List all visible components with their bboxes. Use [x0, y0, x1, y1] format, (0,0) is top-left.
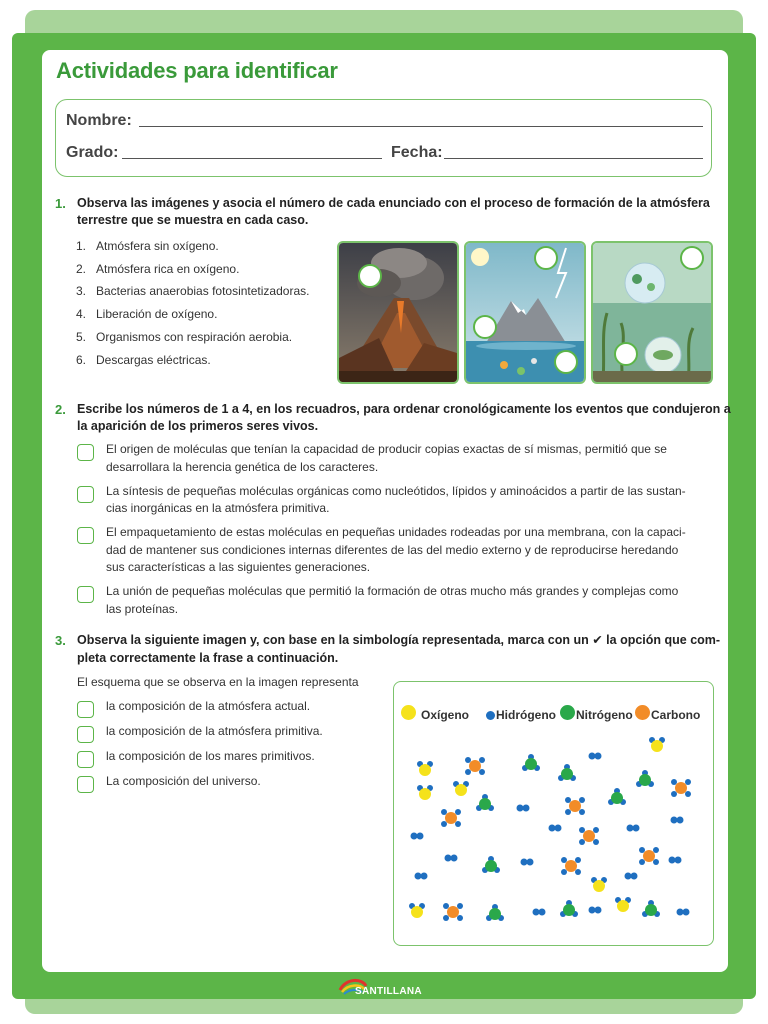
hydrogen-atom [523, 805, 530, 812]
statement-item: 5. Organismos con respiración aerobia. [76, 329, 293, 344]
hydrogen-atom [565, 797, 571, 803]
question-1-line-2: terrestre que se muestra en cada caso. [77, 213, 309, 227]
oxygen-atom [411, 906, 423, 918]
option-checkbox-1[interactable] [77, 701, 94, 718]
statement-item: 2. Atmósfera rica en oxígeno. [76, 261, 240, 276]
hydrogen-atom [479, 769, 485, 775]
hydrogen-atom [575, 857, 581, 863]
santillana-brand: SANTILLANA [355, 986, 422, 997]
oxygen-legend-icon [401, 705, 416, 720]
carbon-atom [569, 800, 581, 812]
hydrogen-atom [455, 809, 461, 815]
hydrogen-atom [575, 869, 581, 875]
carbon-legend-icon [635, 705, 650, 720]
hydrogen-legend-icon [486, 711, 495, 720]
hydrogen-atom [465, 757, 471, 763]
event-3-line-1: El empaquetamiento de estas moléculas en pequeñas unidades rodeadas por una membrana, con la capaci- [106, 525, 686, 539]
question-3-line-2: pleta correctamente la frase a continuación. [77, 651, 339, 665]
hydrogen-atom [521, 859, 528, 866]
option-checkbox-2[interactable] [77, 726, 94, 743]
nitrogen-atom [525, 758, 537, 770]
answer-circle[interactable] [473, 315, 497, 339]
order-box-3[interactable] [77, 527, 94, 544]
statement-item: 6. Descargas eléctricas. [76, 352, 211, 367]
name-label: Nombre: [66, 112, 132, 129]
statement-item: 1. Atmósfera sin oxígeno. [76, 239, 219, 253]
nitrogen-atom [645, 904, 657, 916]
hydrogen-atom [579, 827, 585, 833]
hydrogen-atom [457, 915, 463, 921]
hydrogen-atom [671, 791, 677, 797]
nitrogen-atom [489, 908, 501, 920]
hydrogen-atom [549, 825, 556, 832]
hydrogen-atom [441, 809, 447, 815]
hydrogen-atom [589, 907, 596, 914]
answer-circle[interactable] [554, 350, 578, 374]
answer-circle[interactable] [614, 342, 638, 366]
grade-field[interactable] [122, 158, 382, 159]
hydrogen-atom [589, 753, 596, 760]
hydrogen-atom [669, 857, 676, 864]
hydrogen-atom [565, 809, 571, 815]
nitrogen-atom [563, 904, 575, 916]
hydrogen-atom [465, 769, 471, 775]
nitrogen-atom [479, 798, 491, 810]
carbon-atom [445, 812, 457, 824]
hydrogen-atom [671, 817, 678, 824]
order-box-4[interactable] [77, 586, 94, 603]
nitrogen-atom [639, 774, 651, 786]
hydrogen-atom [417, 833, 424, 840]
hydrogen-atom [633, 825, 640, 832]
hydrogen-atom [685, 779, 691, 785]
question-1-number: 1. [55, 196, 66, 211]
option-text-2: la composición de la atmósfera primitiva. [106, 724, 323, 738]
question-3-line-1: Observa la siguiente imagen y, con base en la simbología representada, marca con un ✔ la opción que com- [77, 633, 721, 647]
hydrogen-atom [683, 909, 690, 916]
hydrogen-atom [675, 857, 682, 864]
hydrogen-atom [639, 847, 645, 853]
hydrogen-atom [677, 817, 684, 824]
event-2-line-2: cias inorgánicas en la atmósfera primitiva. [106, 501, 330, 515]
hydrogen-atom [579, 809, 585, 815]
nitrogen-legend-icon [560, 705, 575, 720]
hydrogen-atom [457, 903, 463, 909]
student-info-box [55, 99, 712, 177]
answer-circle[interactable] [358, 264, 382, 288]
hydrogen-atom [653, 847, 659, 853]
carbon-atom [469, 760, 481, 772]
hydrogen-atom [671, 779, 677, 785]
hydrogen-atom [479, 757, 485, 763]
oxygen-atom [419, 764, 431, 776]
hydrogen-atom [527, 859, 534, 866]
volcano-illustration [337, 241, 459, 384]
date-label: Fecha: [391, 144, 443, 161]
legend-oxygen: Oxígeno [421, 708, 470, 722]
event-1-line-2: desarrollara la herencia genética de los caracteres. [106, 460, 379, 474]
hydrogen-atom [625, 873, 632, 880]
molecule-field [395, 728, 713, 943]
oxygen-atom [651, 740, 663, 752]
hydrogen-atom [517, 805, 524, 812]
answer-circle[interactable] [680, 246, 704, 270]
option-text-1: la composición de la atmósfera actual. [106, 699, 311, 713]
hydrogen-atom [579, 839, 585, 845]
hydrogen-atom [685, 791, 691, 797]
oxygen-atom [419, 788, 431, 800]
hydrogen-atom [455, 821, 461, 827]
nitrogen-atom [611, 792, 623, 804]
hydrogen-atom [561, 857, 567, 863]
oxygen-atom [455, 784, 467, 796]
hydrogen-atom [443, 915, 449, 921]
hydrogen-atom [631, 873, 638, 880]
event-4-line-1: La unión de pequeñas moléculas que permitió la formación de otras mucho más grandes y complejas como [106, 584, 679, 598]
hydrogen-atom [539, 909, 546, 916]
nitrogen-atom [485, 860, 497, 872]
statement-item: 4. Liberación de oxígeno. [76, 307, 218, 322]
carbon-atom [675, 782, 687, 794]
event-3-line-3: sus características a las siguientes generaciones. [106, 560, 371, 574]
question-2-line-1: Escribe los números de 1 a 4, en los recuadros, para ordenar cronológicamente los eventos que condujeron a [77, 402, 731, 416]
hydrogen-atom [579, 797, 585, 803]
hydrogen-atom [639, 859, 645, 865]
question-3-lead: El esquema que se observa en la imagen representa [77, 675, 359, 689]
hydrogen-atom [451, 855, 458, 862]
order-box-1[interactable] [77, 444, 94, 461]
hydrogen-atom [533, 909, 540, 916]
option-checkbox-4[interactable] [77, 776, 94, 793]
page-title: Actividades para identificar [56, 58, 338, 83]
name-field[interactable] [139, 126, 703, 127]
date-field[interactable] [444, 158, 703, 159]
carbon-atom [643, 850, 655, 862]
option-checkbox-3[interactable] [77, 751, 94, 768]
statement-list [76, 235, 309, 371]
carbon-atom [583, 830, 595, 842]
hydrogen-atom [653, 859, 659, 865]
nitrogen-atom [561, 768, 573, 780]
option-text-3: la composición de los mares primitivos. [106, 749, 315, 763]
hydrogen-atom [595, 907, 602, 914]
event-2-line-1: La síntesis de pequeñas moléculas orgánicas como nucleótidos, lípidos y aminoácidos a partir de las sustan- [106, 484, 686, 498]
carbon-atom [447, 906, 459, 918]
hydrogen-atom [443, 903, 449, 909]
question-2-line-2: la aparición de los primeros seres vivos. [77, 419, 319, 433]
hydrogen-atom [421, 873, 428, 880]
order-box-2[interactable] [77, 486, 94, 503]
hydrogen-atom [593, 839, 599, 845]
option-text-4: La composición del universo. [106, 774, 261, 788]
legend-nitrogen: Nitrógeno [576, 708, 633, 722]
question-2-number: 2. [55, 402, 66, 417]
event-4-line-2: las proteínas. [106, 602, 179, 616]
hydrogen-atom [627, 825, 634, 832]
answer-circle[interactable] [534, 246, 558, 270]
oxygen-atom [593, 880, 605, 892]
hydrogen-atom [593, 827, 599, 833]
hydrogen-atom [555, 825, 562, 832]
event-3-line-2: dad de mantener sus condiciones internas diferentes de las del medio externo y de reproducirse heredando [106, 543, 679, 557]
hydrogen-atom [441, 821, 447, 827]
hydrogen-atom [561, 869, 567, 875]
grade-label: Grado: [66, 144, 119, 161]
question-1-line-1: Observa las imágenes y asocia el número de cada enunciado con el proceso de formación de la atmósfera [77, 196, 710, 210]
hydrogen-atom [415, 873, 422, 880]
oxygen-atom [617, 900, 629, 912]
legend-carbon: Carbono [651, 708, 701, 722]
hydrogen-atom [445, 855, 452, 862]
hydrogen-atom [595, 753, 602, 760]
hydrogen-atom [411, 833, 418, 840]
event-1-line-1: El origen de moléculas que tenían la capacidad de producir copias exactas de sí mismas, permitió que se [106, 442, 667, 456]
carbon-atom [565, 860, 577, 872]
question-3-number: 3. [55, 633, 66, 648]
legend-hydrogen: Hidrógeno [496, 708, 556, 722]
hydrogen-atom [677, 909, 684, 916]
statement-item: 3. Bacterias anaerobias fotosintetizadoras. [76, 284, 310, 299]
